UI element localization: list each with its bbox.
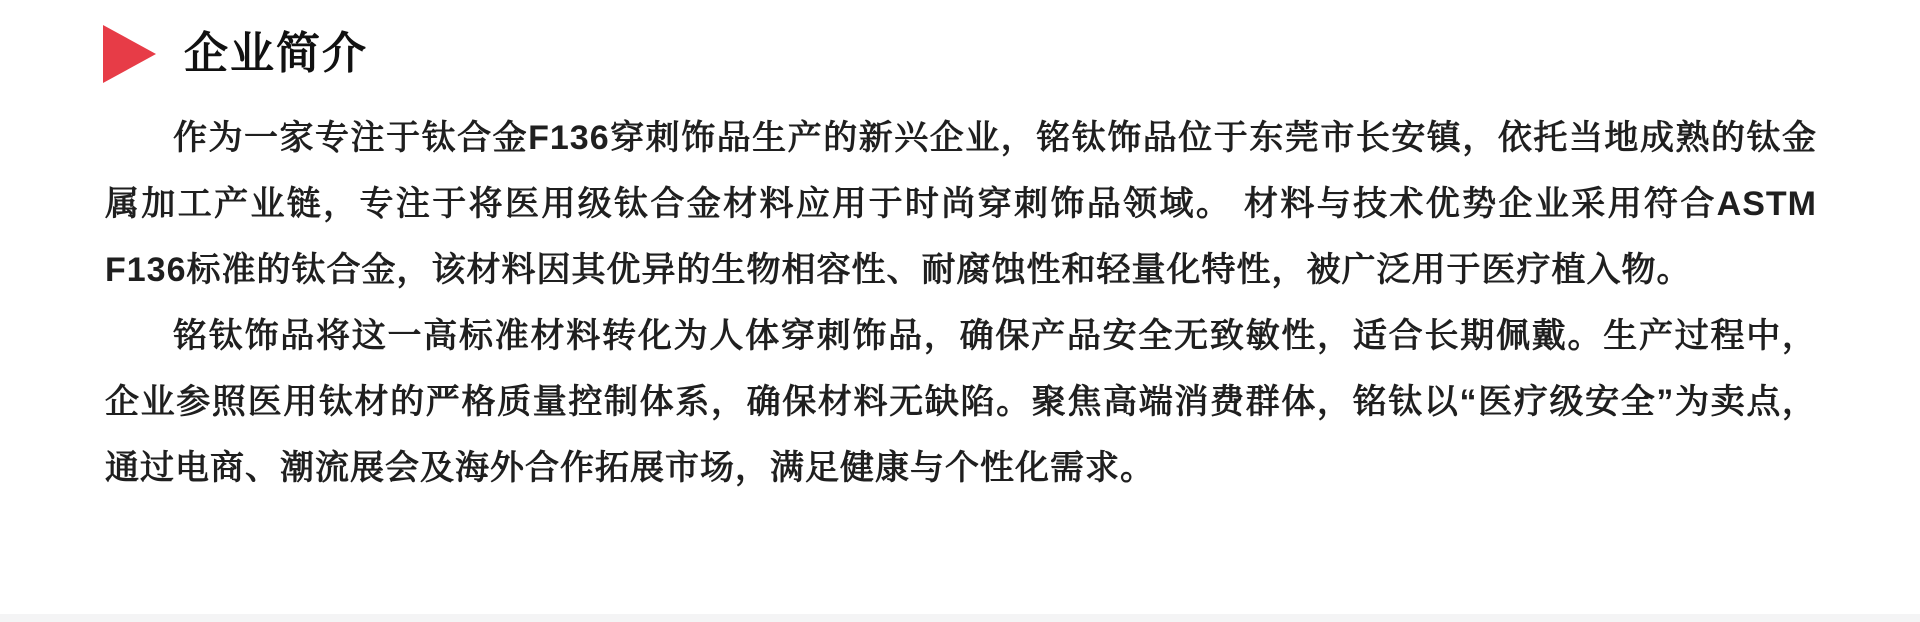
section-header [103, 22, 368, 86]
section-title: 企业简介 [184, 29, 368, 78]
intro-text-block [105, 105, 1817, 501]
intro-paragraph-2: 铭钛饰品将这一高标准材料转化为人体穿刺饰品，确保产品安全无致敏性，适合长期佩戴。生产过程中，企业参照医用钛材的严格质量控制体系，确保材料无缺陷。聚焦高端消费群体，铭钛以“医疗级安全”为卖点，通过电商、潮流展会及海外合作拓展市场，满足健康与个性化需求。 [105, 317, 1817, 487]
bottom-divider [0, 614, 1920, 622]
red-triangle-icon [103, 25, 156, 83]
intro-paragraph-1: 作为一家专注于钛合金F136穿刺饰品生产的新兴企业，铭钛饰品位于东莞市长安镇，依托当地成熟的钛金属加工产业链，专注于将医用级钛合金材料应用于时尚穿刺饰品领域。 材料与技术优势企业采用符合ASTM F136标准的钛合金，该材料因其优异的生物相容性、耐腐蚀性和轻量化特性，被广泛用于医疗植入物。 [105, 119, 1817, 289]
